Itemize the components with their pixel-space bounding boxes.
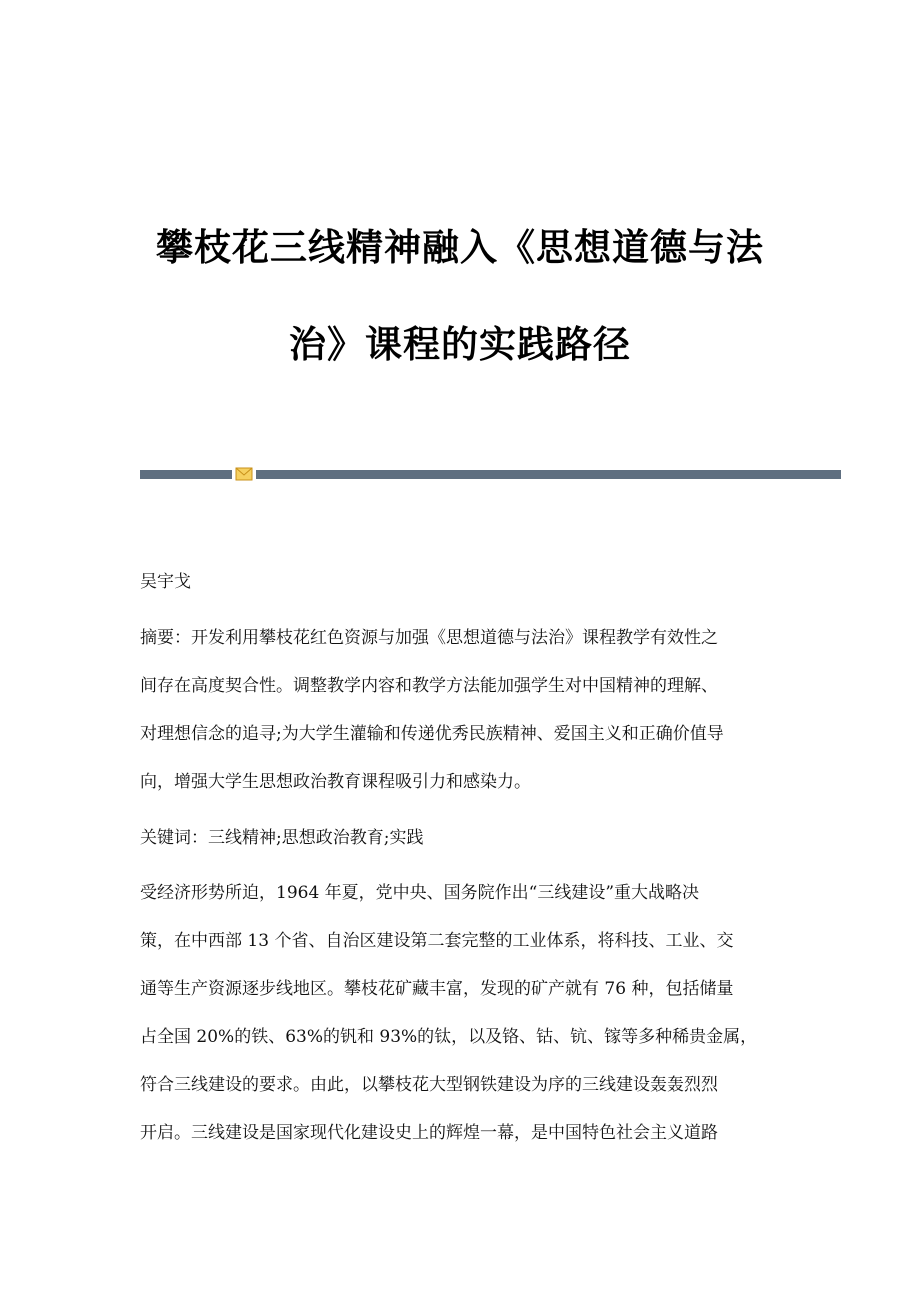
body-line: 策，在中西部 13 个省、自治区建设第二套完整的工业体系，将科技、工业、交 [140,931,734,951]
divider-left [140,470,232,479]
title-line-1: 攀枝花三线精神融入《思想道德与法 [156,226,764,269]
author-name: 吴宇戈 [140,572,191,592]
title-line-2: 治》课程的实践路径 [289,323,631,366]
divider-right [256,470,841,479]
keywords: 关键词：三线精神;思想政治教育;实践 [140,828,424,848]
envelope-icon [235,467,253,481]
body-line: 占全国 20%的铁、63%的钒和 93%的钛，以及铬、钴、钪、镓等多种稀贵金属， [140,1027,758,1047]
abstract-line: 对理想信念的追寻;为大学生灌输和传递优秀民族精神、爱国主义和正确价值导 [140,724,724,744]
abstract-line: 向，增强大学生思想政治教育课程吸引力和感染力。 [140,772,531,792]
body-line: 受经济形势所迫，1964 年夏，党中央、国务院作出“三线建设”重大战略决 [140,883,700,903]
abstract-line: 间存在高度契合性。调整教学内容和教学方法能加强学生对中国精神的理解、 [140,676,718,696]
body-line: 符合三线建设的要求。由此，以攀枝花大型钢铁建设为序的三线建设轰轰烈烈 [140,1075,718,1095]
body-line: 通等生产资源逐步线地区。攀枝花矿藏丰富，发现的矿产就有 76 种，包括储量 [140,979,734,999]
abstract-line: 摘要：开发利用攀枝花红色资源与加强《思想道德与法治》课程教学有效性之 [140,628,718,648]
body-line: 开启。三线建设是国家现代化建设史上的辉煌一幕，是中国特色社会主义道路 [140,1123,718,1143]
